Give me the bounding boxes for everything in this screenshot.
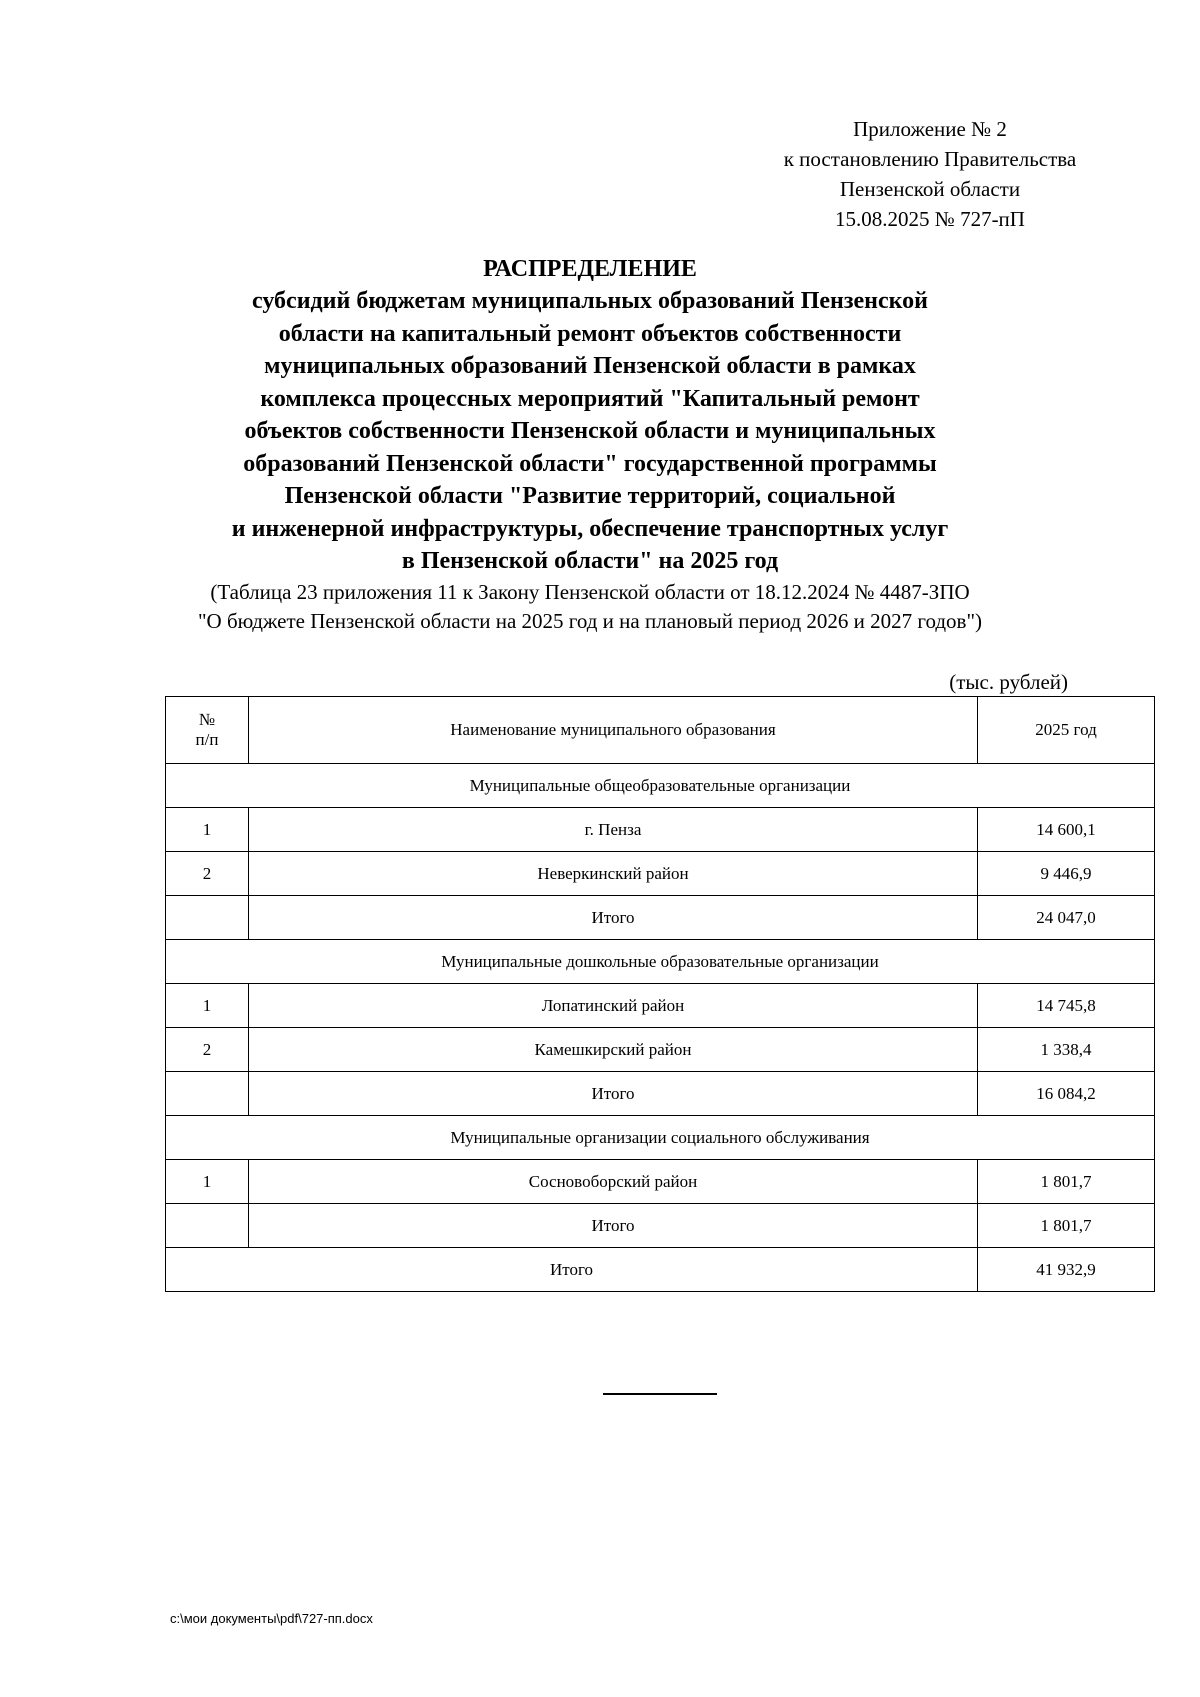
- subtitle-line: "О бюджете Пензенской области на 2025 год и на плановый период 2026 и 2027 годов"): [197, 608, 983, 633]
- table-header-row: [166, 697, 1155, 764]
- subtotal-value: 1 801,7: [978, 1204, 1155, 1248]
- appendix-resolution: к постановлению Правительства: [783, 147, 1077, 171]
- title-line: объектов собственности Пензенской области и муниципальных: [244, 418, 936, 444]
- subtotal-row: [166, 896, 1155, 940]
- document-title-block: [150, 253, 1030, 636]
- title-line: в Пензенской области" на 2025 год: [401, 548, 779, 574]
- appendix-date-number: 15.08.2025 № 727-пП: [835, 207, 1025, 231]
- appendix-number: Приложение № 2: [853, 117, 1007, 141]
- subtotal-row: [166, 1072, 1155, 1116]
- subtotal-label: Итого: [249, 896, 978, 940]
- row-name: Неверкинский район: [249, 852, 978, 896]
- section-row: [166, 1116, 1155, 1160]
- subtotal-label: Итого: [249, 1072, 978, 1116]
- column-header-name: Наименование муниципального образования: [249, 697, 978, 764]
- appendix-header: [740, 114, 1120, 234]
- section-row: [166, 940, 1155, 984]
- subtotal-label: Итого: [249, 1204, 978, 1248]
- subtotal-value: 24 047,0: [978, 896, 1155, 940]
- appendix-region: Пензенской области: [839, 177, 1021, 201]
- table-row: [166, 1160, 1155, 1204]
- title-line: Пензенской области "Развитие территорий, социальной: [284, 483, 896, 509]
- title-line: комплекса процессных мероприятий "Капитальный ремонт: [260, 385, 920, 412]
- row-number: 1: [166, 984, 249, 1028]
- grand-total-row: [166, 1248, 1155, 1292]
- row-value: 1 801,7: [978, 1160, 1155, 1204]
- row-number-empty: [166, 896, 249, 940]
- grand-total-label: Итого: [166, 1248, 978, 1292]
- subtotal-row: [166, 1204, 1155, 1248]
- table-row: [166, 984, 1155, 1028]
- column-header-number: № п/п: [166, 697, 249, 764]
- document-heading: РАСПРЕДЕЛЕНИЕ: [483, 256, 697, 282]
- column-header-year: 2025 год: [978, 697, 1155, 764]
- units-label: (тыс. рублей): [949, 670, 1068, 694]
- row-value: 1 338,4: [978, 1028, 1155, 1072]
- title-line: образований Пензенской области" государственной программы: [243, 450, 937, 477]
- title-line: муниципальных образований Пензенской области в рамках: [264, 353, 916, 379]
- row-number: 1: [166, 1160, 249, 1204]
- table-row: [166, 1028, 1155, 1072]
- distribution-table: [165, 696, 1155, 1292]
- row-name: Камешкирский район: [249, 1028, 978, 1072]
- row-number-empty: [166, 1072, 249, 1116]
- row-number-empty: [166, 1204, 249, 1248]
- row-name: г. Пенза: [249, 808, 978, 852]
- row-value: 9 446,9: [978, 852, 1155, 896]
- row-value: 14 600,1: [978, 808, 1155, 852]
- section-title: Муниципальные общеобразовательные организации: [166, 764, 1155, 808]
- row-number: 2: [166, 852, 249, 896]
- title-line: области на капитальный ремонт объектов собственности: [278, 320, 902, 347]
- row-number: 1: [166, 808, 249, 852]
- subtitle-line: (Таблица 23 приложения 11 к Закону Пензенской области от 18.12.2024 № 4487-ЗПО: [210, 579, 970, 604]
- grand-total-value: 41 932,9: [978, 1248, 1155, 1292]
- title-line: субсидий бюджетам муниципальных образований Пензенской: [252, 288, 928, 314]
- footer-file-path: c:\мои документы\pdf\727-пп.docx: [170, 1611, 373, 1626]
- row-name: Лопатинский район: [249, 984, 978, 1028]
- section-title: Муниципальные организации социального обслуживания: [166, 1116, 1155, 1160]
- row-value: 14 745,8: [978, 984, 1155, 1028]
- table-row: [166, 808, 1155, 852]
- table-row: [166, 852, 1155, 896]
- subtotal-value: 16 084,2: [978, 1072, 1155, 1116]
- section-row: [166, 764, 1155, 808]
- row-name: Сосновоборский район: [249, 1160, 978, 1204]
- end-rule: [603, 1393, 717, 1395]
- section-title: Муниципальные дошкольные образовательные организации: [166, 940, 1155, 984]
- title-line: и инженерной инфраструктуры, обеспечение транспортных услуг: [231, 515, 949, 542]
- row-number: 2: [166, 1028, 249, 1072]
